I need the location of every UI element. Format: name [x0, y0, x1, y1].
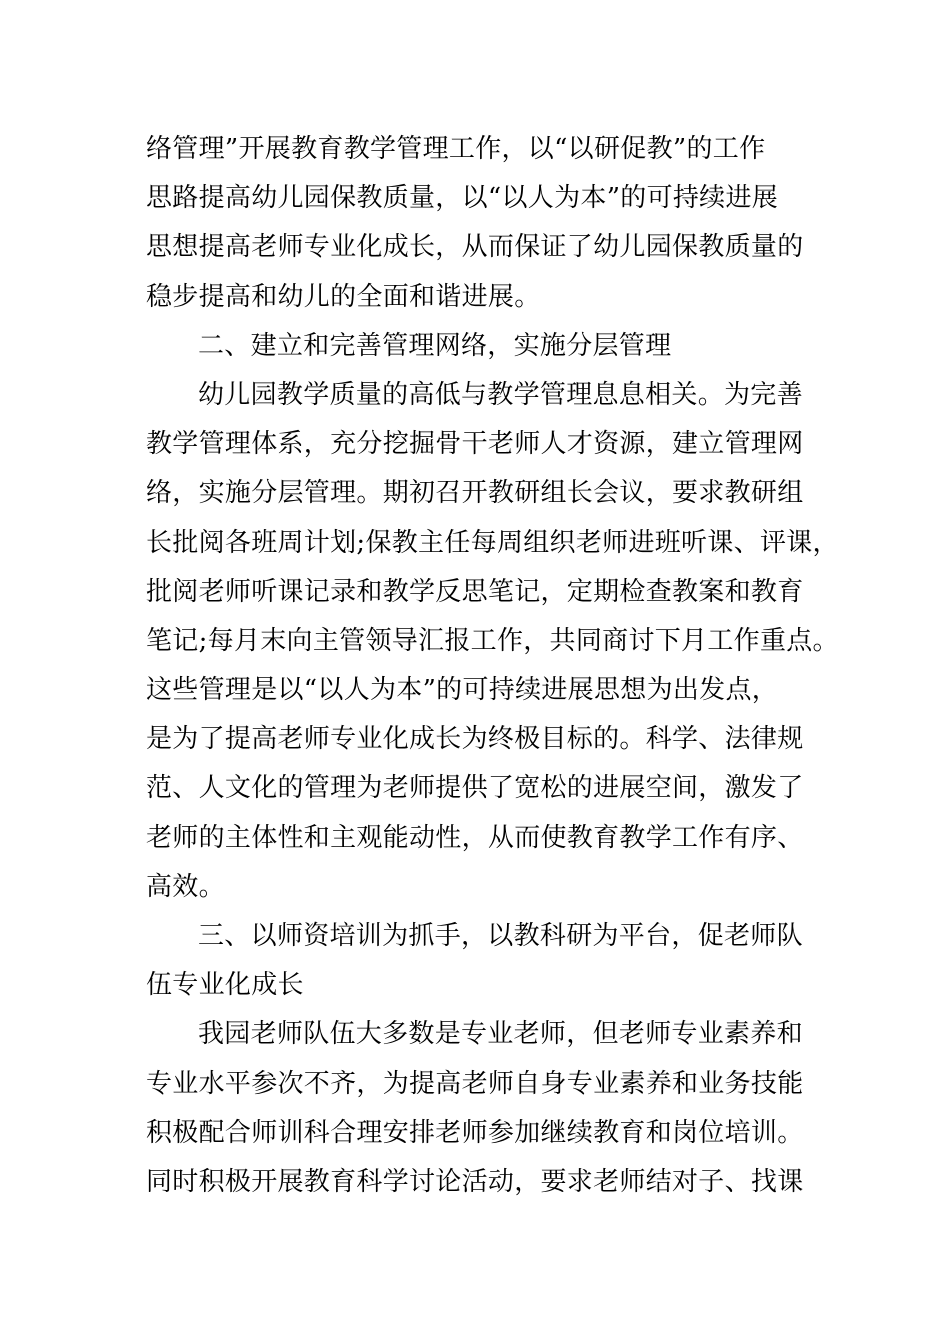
text-line: 二、建立和完善管理网络，实施分层管理 — [198, 330, 672, 361]
document-body — [146, 125, 839, 1207]
text-line: 稳步提高和幼儿的全面和谐进展。 — [146, 281, 541, 312]
text-line: 三、以师资培训为抓手，以教科研为平台，促老师队 — [198, 921, 803, 951]
text-line: 络，实施分层管理。期初召开教研组长会议，要求教研组 — [146, 478, 804, 509]
text-line: 是为了提高老师专业化成长为终极目标的。科学、法律规 — [146, 724, 804, 755]
text-line: 思想提高老师专业化成长，从而保证了幼儿园保教质量的 — [146, 232, 804, 263]
text-line: 这些管理是以“以人为本”的可持续进展思想为出发点， — [146, 675, 779, 706]
text-line: 笔记;每月末向主管领导汇报工作，共同商讨下月工作重点。 — [146, 625, 839, 656]
text-line: 幼儿园教学质量的高低与教学管理息息相关。为完善 — [198, 379, 803, 410]
text-line: 伍专业化成长 — [146, 970, 304, 1001]
text-line: 我园老师队伍大多数是专业老师，但老师专业素养和 — [198, 1019, 803, 1050]
text-line: 积极配合师训科合理安排老师参加继续教育和岗位培训。 — [146, 1117, 804, 1148]
text-line: 络管理”开展教育教学管理工作，以“以研促教”的工作 — [146, 134, 766, 164]
text-line: 批阅老师听课记录和教学反思笔记，定期检查教案和教育 — [146, 576, 804, 607]
text-line: 长批阅各班周计划;保教主任每周组织老师进班听课、评课， — [146, 527, 839, 558]
text-line: 教学管理体系，充分挖掘骨干老师人才资源，建立管理网 — [146, 429, 804, 460]
text-line: 高效。 — [146, 871, 225, 902]
text-line: 范、人文化的管理为老师提供了宽松的进展空间，激发了 — [146, 773, 804, 804]
text-line: 同时积极开展教育科学讨论活动，要求老师结对子、找课 — [146, 1166, 804, 1197]
text-line: 专业水平参次不齐，为提高老师自身专业素养和业务技能 — [146, 1068, 804, 1099]
text-line: 老师的主体性和主观能动性，从而使教育教学工作有序、 — [146, 822, 804, 853]
text-line: 思路提高幼儿园保教质量，以“以人为本”的可持续进展 — [146, 183, 779, 214]
